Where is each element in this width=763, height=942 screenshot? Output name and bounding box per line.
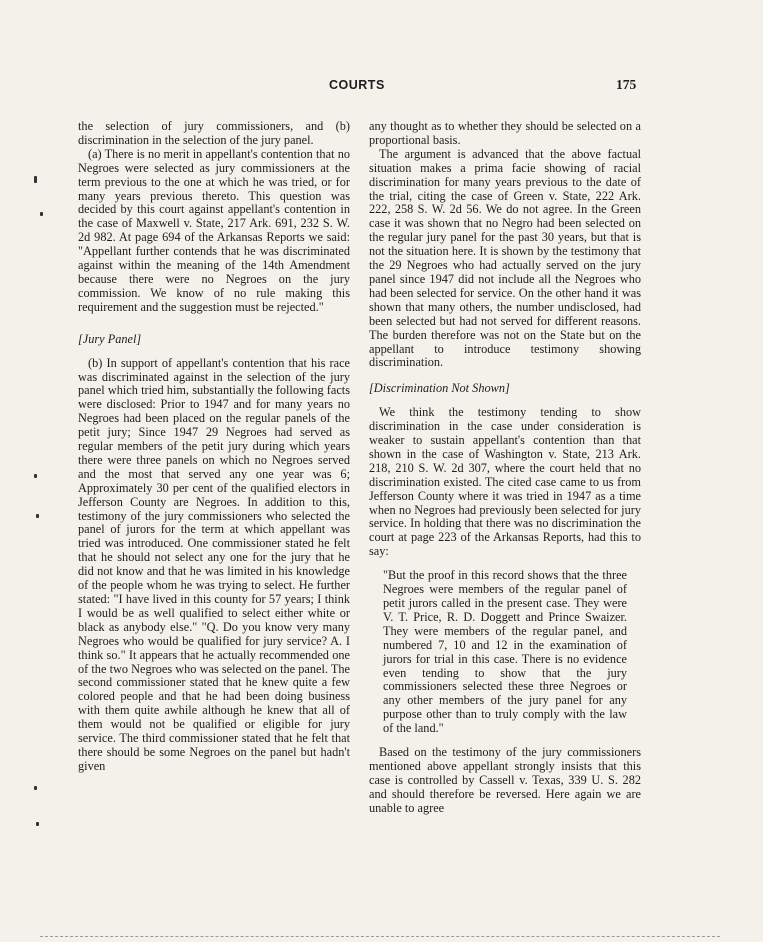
quote-text: "But the proof in this record shows that the three Negroes were members of the regular panel of petit jurors called in the present case. They were V. T. Price, R. D. Doggett and Prince Swaizer. They were members of the regular panel, and numbered 7, 10 and 12 in the examination of jurors for trial in this case. There is no evidence even tending to show that the jury commissioners selected these three Negroes or any other members of the jury panel for any purpose other than to truly comply with the law of the land." bbox=[383, 568, 627, 736]
paragraph: Based on the testimony of the jury commissioners mentioned above appellant strongly insists that this case is controlled by Cassell v. Texas, 339 U. S. 282 and should therefore be reversed. Here again we are unable to agree bbox=[369, 745, 641, 815]
page-number: 175 bbox=[616, 77, 637, 92]
margin-mark bbox=[40, 212, 43, 216]
left-column bbox=[78, 120, 350, 774]
margin-mark bbox=[34, 474, 37, 478]
scan-edge-rule bbox=[40, 936, 720, 938]
paragraph: (b) In support of appellant's contention that his race was discriminated against in the selection of the jury panel which tried him, substantially the following facts were disclosed: Prior to 1947 and for many years no Negroes had been placed on the regular panels of the petit jury; Since 1947 29 Negroes had served as regular members of the petit jury during which years there were three panels on which no Negroes served and the most that served any one year was 6; Approximately 30 per cent of the qualified electors in Jefferson County are Negroes. In addition to this, testimony of the jury commissioners who selected the panel of jurors for the term at which appellant was tried was introduced. One commissioner stated he felt that he should not select any one for the jury that he did not know and that he was limited in his knowledge of the people whom he was trying to select. He further stated: "I have lived in this county for 57 years; I think I would be as well qualified to select either white or black as anybody else." "Q. Do you know very many Negroes who would be qualified for jury service? A. I think so." It appears that he actually recommended one of the two Negroes who was selected on the panel. The second commissioner stated that he knew quite a few colored people and that he had been doing business with them quite awhile although he knew that all of them would not be qualified or eligible for jury service. The third commissioner stated that he felt that there should be some Negroes on the panel but hadn't given bbox=[78, 355, 350, 773]
paragraph: (a) There is no merit in appellant's contention that no Negroes were selected as jury commissioners at the term previous to the one at which he was tried, or for many years previous thereto. This question was decided by this court against appellant's contention in the case of Maxwell v. State, 217 Ark. 691, 232 S. W. 2d 982. At page 694 of the Arkansas Reports we said: "Appellant further contends that he was discriminated against within the meaning of the 14th Amendment because there were no Negroes on the jury commission. We know of no rule making this requirement and the suggestion must be rejected." bbox=[78, 146, 350, 314]
paragraph: any thought as to whether they should be selected on a proportional basis. bbox=[369, 119, 641, 147]
paragraph: The argument is advanced that the above factual situation makes a prima facie showing of racial discrimination for many years previous to the date of the trial, citing the case of Green v. State, 222 Ark. 222, 258 S. W. 2d 56. We do not agree. In the Green case it was shown that no Negro had been selected on the regular jury panel for the past 30 years, but that is not the situation here. It is shown by the testimony that the 29 Negroes who had actually served on the jury panel since 1947 did not include all the Negroes who had been selected for service. On the other hand it was shown that many others, the number undisclosed, had been selected but had not served for different reasons. The burden therefore was not on the State but on the appellant to introduce testimony showing discrimination. bbox=[369, 146, 641, 370]
margin-mark bbox=[36, 514, 39, 518]
running-title: COURTS bbox=[329, 78, 385, 92]
margin-mark bbox=[34, 786, 37, 790]
paragraph: the selection of jury commissioners, and (b) discrimination in the selection of the jury panel. bbox=[78, 119, 350, 147]
section-heading: [Discrimination Not Shown] bbox=[369, 381, 510, 396]
margin-mark bbox=[36, 822, 39, 826]
page-header bbox=[0, 74, 763, 96]
right-column bbox=[369, 120, 641, 816]
block-quote bbox=[383, 569, 627, 736]
margin-mark bbox=[34, 176, 37, 183]
paragraph: We think the testimony tending to show discrimination in the case under consideration is weaker to sustain appellant's contention than that shown in the case of Washington v. State, 213 Ark. 218, 210 S. W. 2d 307, where the court held that no discrimination existed. The cited case came to us from Jefferson County where it was tried in 1947 as a time when no Negroes had previously been selected for jury service. In holding that there was no discrimination the court at page 223 of the Arkansas Reports, had this to say: bbox=[369, 405, 641, 559]
section-heading: [Jury Panel] bbox=[78, 331, 142, 346]
